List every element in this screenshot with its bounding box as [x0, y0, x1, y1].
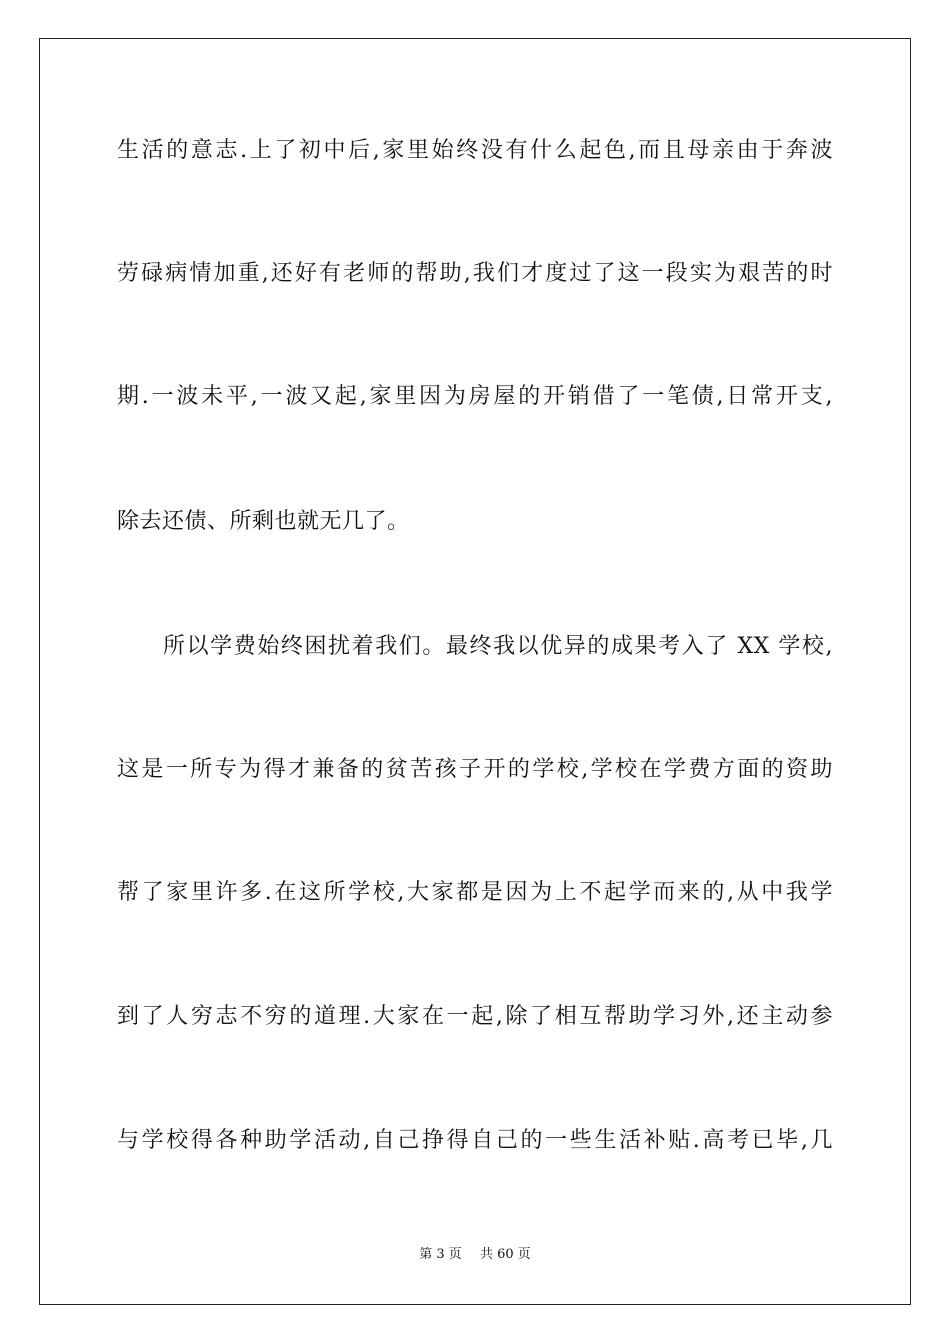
paragraph-line: 生活的意志.上了初中后,家里始终没有什么起色,而且母亲由于奔波	[117, 138, 833, 163]
page-border	[39, 38, 911, 1305]
page-footer	[0, 1246, 950, 1264]
page-number: 第 3 页	[419, 1247, 462, 1262]
paragraph-line: 除去还债、所剩也就无几了。	[117, 509, 410, 534]
paragraph-line: 帮了家里许多.在这所学校,大家都是因为上不起学而来的,从中我学	[117, 880, 833, 905]
paragraph-line: 期.一波未平,一波又起,家里因为房屋的开销借了一笔债,日常开支,	[117, 384, 833, 409]
paragraph-line: 劳碌病情加重,还好有老师的帮助,我们才度过了这一段实为艰苦的时	[117, 261, 833, 286]
paragraph-line: 所以学费始终困扰着我们。最终我以优异的成果考入了 XX 学校,	[163, 634, 833, 659]
paragraph-line: 这是一所专为得才兼备的贫苦孩子开的学校,学校在学费方面的资助	[117, 757, 833, 782]
paragraph-line: 到了人穷志不穷的道理.大家在一起,除了相互帮助学习外,还主动参	[117, 1004, 833, 1029]
page-total: 共 60 页	[479, 1247, 531, 1262]
paragraph-line: 与学校得各种助学活动,自己挣得自己的一些生活补贴.高考已毕,几	[117, 1128, 833, 1153]
